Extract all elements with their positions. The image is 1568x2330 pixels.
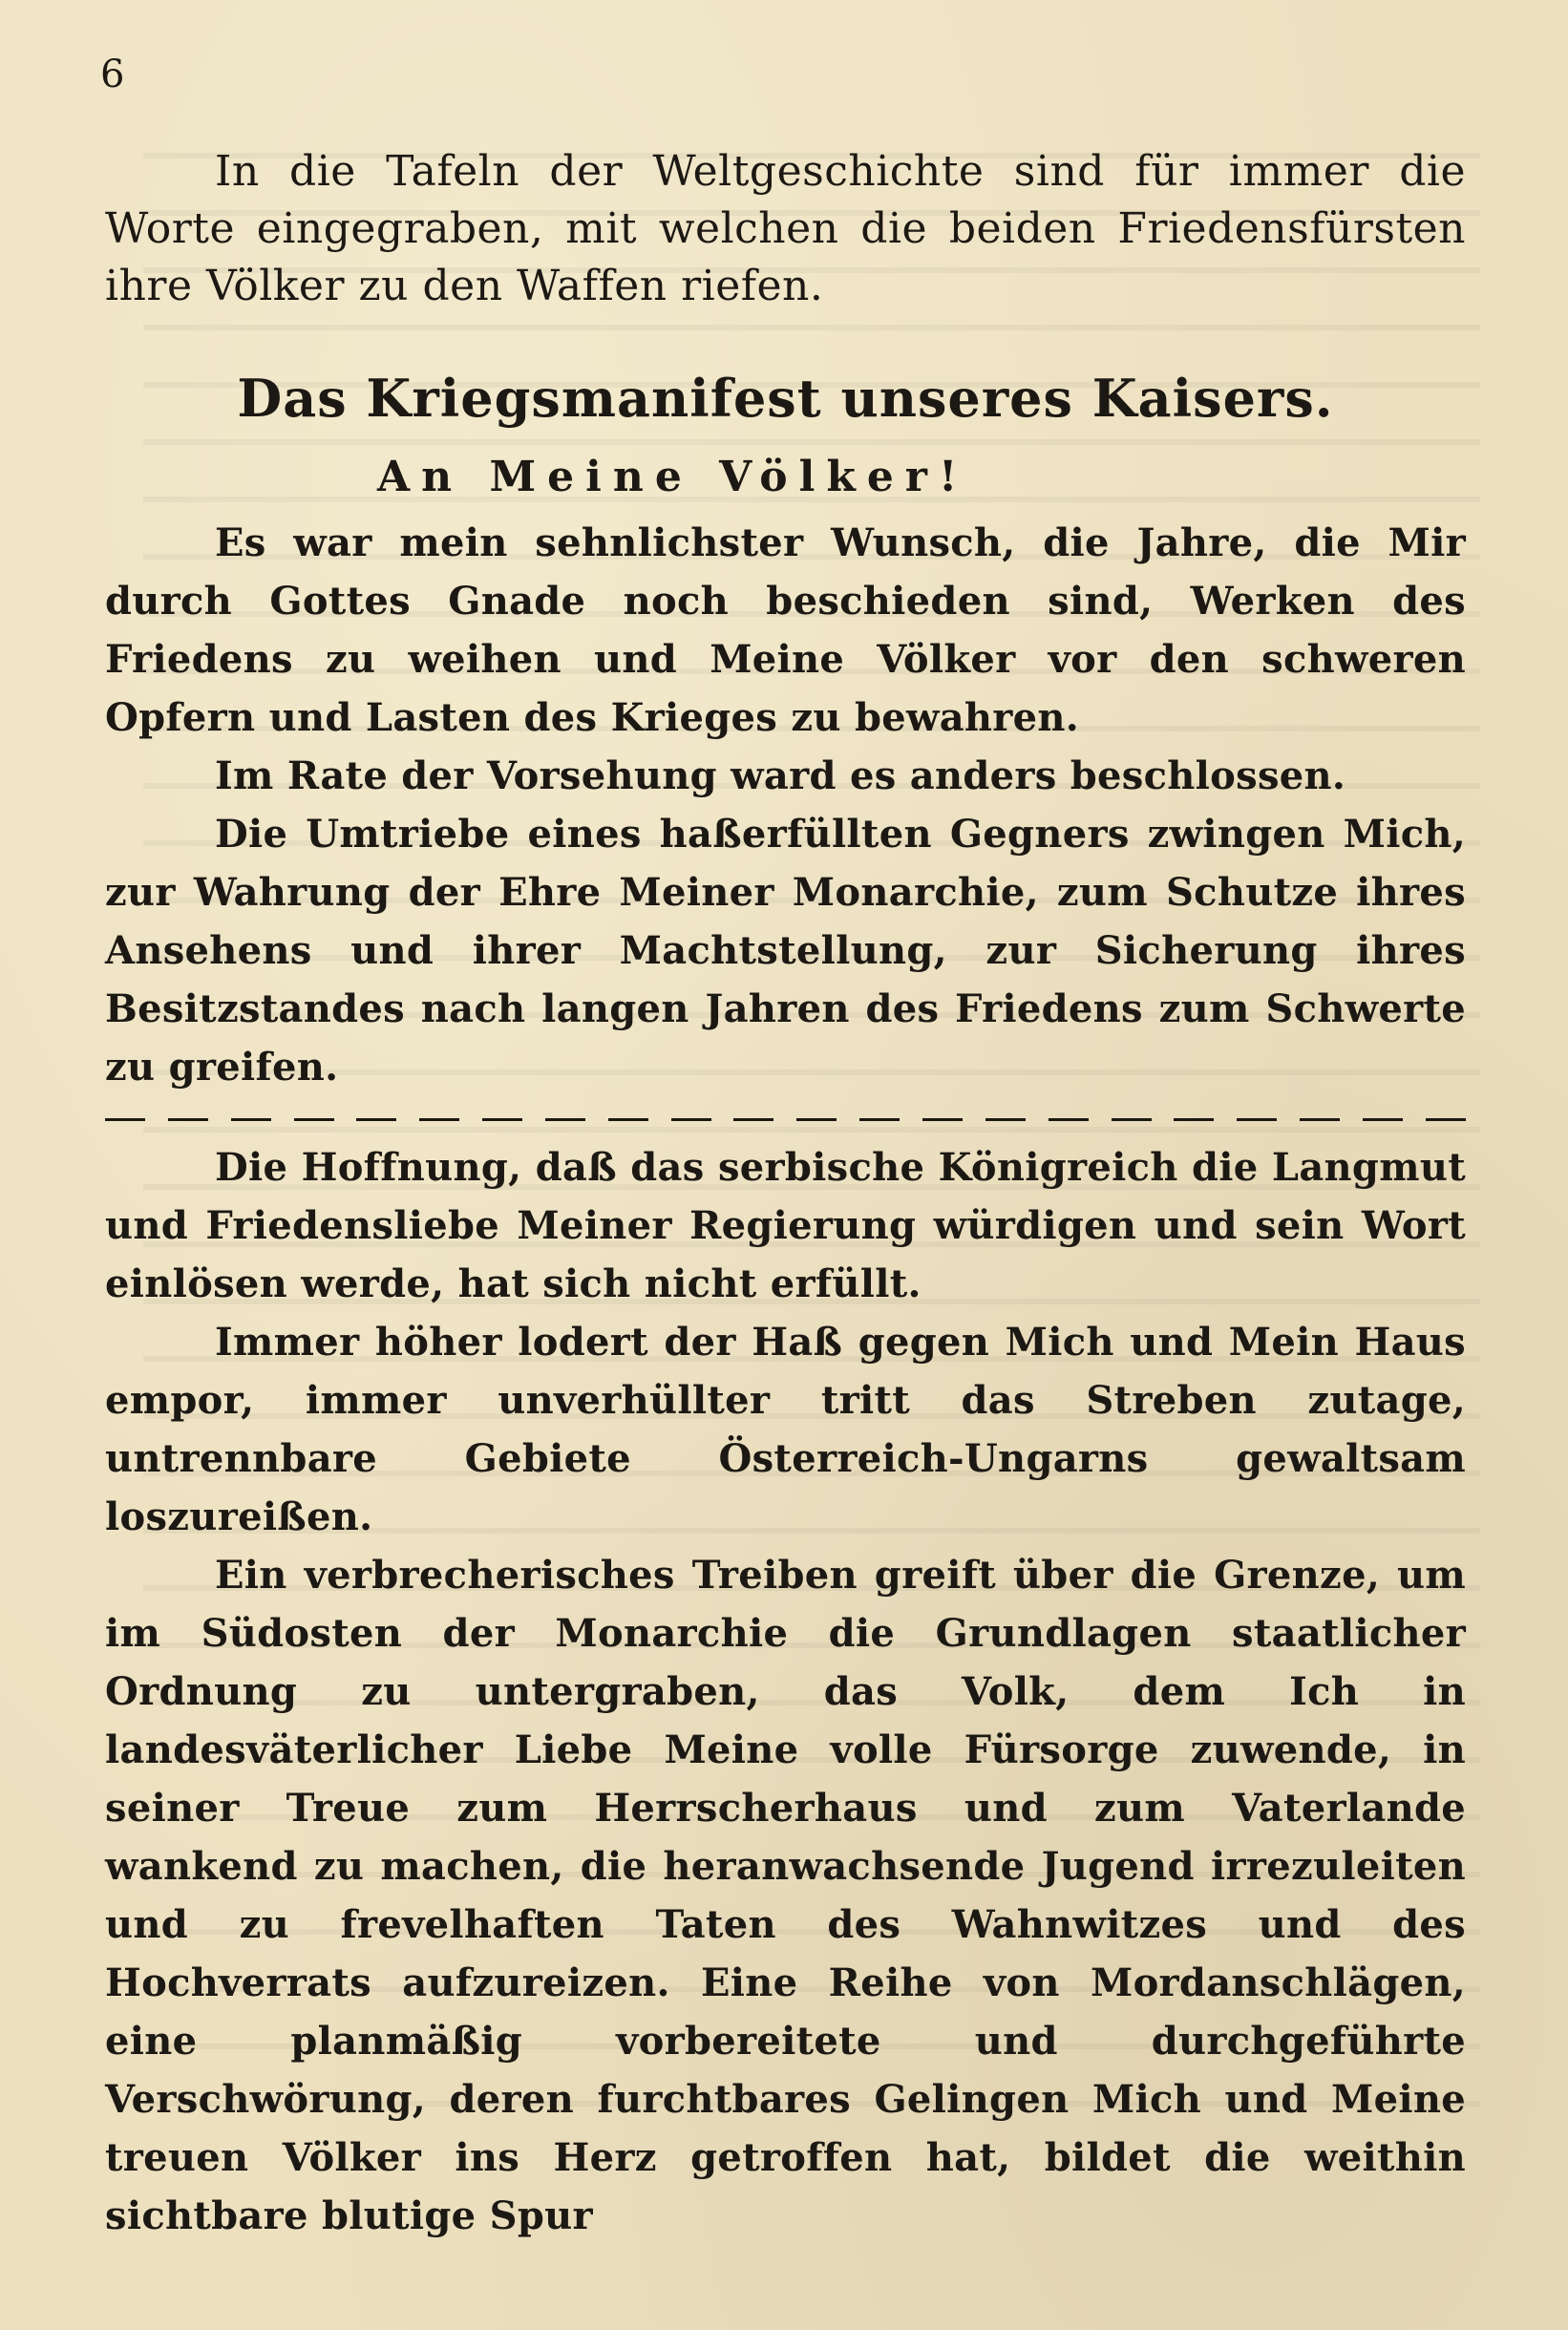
separator-dash: [1049, 1118, 1089, 1121]
separator-dash: [985, 1118, 1026, 1121]
separator-dash: [482, 1118, 522, 1121]
separator-dash: [231, 1118, 271, 1121]
separator-dash: [1363, 1118, 1403, 1121]
manifest-paragraph: Immer höher lodert der Haß gegen Mich und Mein Haus empor, immer unverhüllter tritt das Streben zutage, untrennbare Gebiete Österreich-Ungarns gewaltsam loszureißen.: [105, 1320, 1466, 1539]
separator-dash: [1426, 1118, 1466, 1121]
page-content: [105, 143, 1466, 2245]
separator-dash: [545, 1118, 585, 1121]
dashed-separator: [105, 1096, 1466, 1138]
separator-dash: [608, 1118, 648, 1121]
manifest-paragraph: Es war mein sehnlichster Wunsch, die Jahre, die Mir durch Gottes Gnade noch beschieden sind, Werken des Friedens zu weihen und Meine Völker vor den schweren Opfern und Lasten des Krieges zu bewahren.: [105, 520, 1466, 740]
page-number: 6: [100, 53, 125, 96]
separator-dash: [733, 1118, 773, 1121]
separator-dash: [922, 1118, 963, 1121]
manifest-paragraph: Die Umtriebe eines haßerfüllten Gegners zwingen Mich, zur Wahrung der Ehre Meiner Monarchie, zum Schutze ihres Ansehens und ihrer Machtstellung, zur Sicherung ihres Besitzstandes nach langen Jahren des Friedens zum Schwerte zu greifen.: [105, 812, 1466, 1090]
separator-dash: [105, 1118, 145, 1121]
separator-dash: [419, 1118, 459, 1121]
manifest-paragraph: Im Rate der Vorsehung ward es anders beschlossen.: [215, 753, 1346, 798]
manifest-headline: Das Kriegsmanifest unseres Kaisers.: [237, 368, 1334, 429]
separator-dash: [294, 1118, 334, 1121]
separator-dash: [1174, 1118, 1214, 1121]
intro-paragraph: In die Tafeln der Weltgeschichte sind für immer die Worte eingegraben, mit welchen die beiden Friedensfürsten ihre Völker zu den Waffen riefen.: [105, 147, 1466, 310]
separator-dash: [796, 1118, 837, 1121]
separator-dash: [859, 1118, 900, 1121]
manifest-paragraph: Die Hoffnung, daß das serbische Königreich die Langmut und Friedensliebe Meiner Regierung würdigen und sein Wort einlösen werde, hat sich nicht erfüllt.: [105, 1145, 1466, 1306]
separator-dash: [168, 1118, 208, 1121]
separator-dash: [1300, 1118, 1340, 1121]
separator-dash: [1237, 1118, 1277, 1121]
manifest-paragraph: Ein verbrecherisches Treiben greift über die Grenze, um im Südosten der Monarchie die Grundlagen staatlicher Ordnung zu untergraben, das Volk, dem Ich in landesväterlicher Liebe Meine volle Fürsorge zuwende, in seiner Treue zum Herrscherhaus und zum Vaterlande wankend zu machen, die heranwachsende Jugend irrezuleiten und zu frevelhaften Taten des Wahnwitzes und des Hochverrats aufzureizen. Eine Reihe von Mordanschlägen, eine planmäßig vorbereitete und durchgeführte Verschwörung, deren furchtbares Gelingen Mich und Meine treuen Völker ins Herz getroffen hat, bildet die weithin sichtbare blutige Spur: [105, 1553, 1466, 2238]
salutation: An Meine Völker!: [377, 453, 969, 501]
separator-dash: [671, 1118, 711, 1121]
separator-dash: [1112, 1118, 1152, 1121]
separator-dash: [356, 1118, 396, 1121]
